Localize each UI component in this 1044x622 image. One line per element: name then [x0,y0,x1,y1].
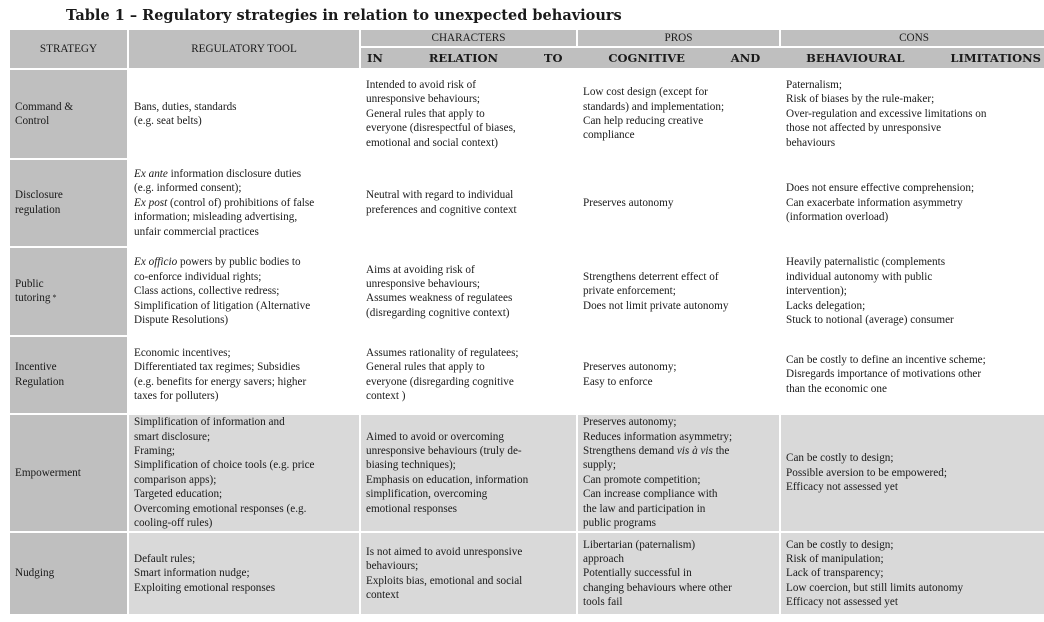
cell-line: Assumes rationality of regulatees; [366,346,519,359]
cell-line: (disregarding cognitive context) [366,306,510,319]
cell-line: Libertarian (paternalism) [583,538,696,551]
cell-line: Framing; [134,445,176,458]
cell-line: Simplification of choice tools (e.g. price [134,459,315,472]
tool-cell [129,160,359,246]
cell-line: Aims at avoiding risk of [366,263,475,276]
cell-line: preferences and cognitive context [366,203,517,216]
header-word: COGNITIVE [608,50,685,65]
cell-line: Neutral with regard to individual [366,189,514,202]
cell-line: Easy to enforce [583,375,653,388]
pros-cell [578,415,779,532]
header-extension [361,48,1044,68]
strategy-name: regulation [15,203,61,216]
strategy-name: Empowerment [15,466,81,479]
strategy-name: Regulation [15,375,65,388]
strategy-name: Public [15,277,44,290]
cell-line: Can be costly to design; [786,452,894,465]
cell-line: Strengthens demand vis à vis the [583,445,730,458]
strategy-cell [10,415,127,532]
pros-cell [578,70,779,158]
characters-cell [361,415,576,532]
header-word: TO [543,50,563,65]
strategy-name: tutoring * [15,292,57,305]
cell-line: Efficacy not assessed yet [786,481,898,494]
cell-line: Over-regulation and excessive limitations on [786,107,987,120]
header-extension-words [367,51,1041,65]
header-pros: PROS [664,31,693,44]
cell-line: Ex post (control of) prohibitions of false [134,196,315,209]
cell-line: unresponsive behaviours (truly de- [366,445,522,458]
cell-line: emotional and social context) [366,136,499,149]
strategy-name: Command & [15,100,74,113]
cell-line: Can help reducing creative [583,114,704,127]
cell-line: private enforcement; [583,285,676,298]
cell-line: everyone (disregarding cognitive [366,375,514,388]
cell-line: Exploiting emotional responses [134,581,276,594]
strategy-name: Incentive [15,361,57,374]
cell-line: Lacks delegation; [786,299,866,312]
cell-line: Possible aversion to be empowered; [786,466,947,479]
strategy-cell [10,70,127,158]
cons-cell [781,533,1044,614]
cell-line: context [366,588,399,601]
strategy-cell [10,337,127,413]
cell-line: Can promote competition; [583,473,701,486]
cell-line: Intended to avoid risk of [366,78,476,91]
cell-line: Simplification of litigation (Alternative [134,299,311,312]
cell-line: Default rules; [134,552,196,565]
cell-line: Low coercion, but still limits autonomy [786,581,964,594]
cell-line: intervention); [786,285,847,298]
cell-line: Exploits bias, emotional and social [366,574,523,587]
cell-line: Differentiated tax regimes; Subsidies [134,361,301,374]
table-row [10,248,1044,335]
cell-line: Paternalism; [786,78,842,91]
cell-line: (e.g. informed consent); [134,182,242,195]
characters-cell [361,160,576,246]
cell-line: those not affected by unresponsive [786,122,942,135]
cell-line: Disregards importance of motivations other [786,368,982,381]
cell-line: Potentially successful in [583,567,692,580]
cell-line: (e.g. benefits for energy savers; higher [134,375,307,388]
header-regulatory-tool: REGULATORY TOOL [191,42,297,55]
cell-line: standards) and implementation; [583,100,725,113]
cell-line: Reduces information asymmetry; [583,430,733,443]
tool-cell [129,70,359,158]
cell-line: Dispute Resolutions) [134,313,229,326]
table-row [10,533,1044,614]
cell-line: Preserves autonomy; [583,361,677,374]
header-word: IN [367,50,383,65]
cell-line: comparison apps); [134,473,217,486]
characters-cell [361,533,576,614]
cons-cell [781,337,1044,413]
cell-line: Is not aimed to avoid unresponsive [366,545,523,558]
table-title: Table 1 – Regulatory strategies in relation to unexpected behaviours [66,7,622,24]
cell-line: (information overload) [786,211,889,224]
cell-line: Ex officio powers by public bodies to [134,256,301,269]
cell-line: co-enforce individual rights; [134,270,262,283]
cell-line: everyone (disrespectful of biases, [366,122,516,135]
cell-line: public programs [583,517,657,530]
cell-line: Lack of transparency; [786,567,884,580]
cell-line: Bans, duties, standards [134,100,237,113]
cell-line: Risk of manipulation; [786,552,884,565]
table-row [10,160,1044,246]
tool-cell [129,337,359,413]
strategy-name: Control [15,114,50,127]
cell-line: (e.g. seat belts) [134,114,202,127]
cons-cell [781,160,1044,246]
cell-line: compliance [583,129,635,142]
table-row [10,337,1044,413]
cell-line: unresponsive behaviours; [366,93,481,106]
cell-line: General rules that apply to [366,107,485,120]
header-word: LIMITATIONS [950,50,1041,65]
strategy-name: Nudging [15,567,55,580]
characters-cell [361,248,576,335]
cell-line: smart disclosure; [134,430,211,443]
cell-line: Does not ensure effective comprehension; [786,182,975,195]
cell-line: Heavily paternalistic (complements [786,256,946,269]
cell-line: changing behaviours where other [583,581,732,594]
cell-line: behaviours [786,136,836,149]
cell-line: Low cost design (except for [583,86,708,99]
cell-line: Can be costly to design; [786,538,894,551]
cell-line: Overcoming emotional responses (e.g. [134,502,307,515]
cell-line: emotional responses [366,502,458,515]
strategy-cell [10,533,127,614]
footnote-mark: * [50,293,57,303]
characters-cell [361,70,576,158]
cell-line: Risk of biases by the rule-maker; [786,93,935,106]
cons-cell [781,70,1044,158]
cell-line: unresponsive behaviours; [366,277,481,290]
cell-line: Class actions, collective redress; [134,285,280,298]
pros-cell [578,248,779,335]
cons-cell [781,415,1044,532]
cell-line: Does not limit private autonomy [583,299,729,312]
cell-line: Strengthens deterrent effect of [583,270,719,283]
cell-line: Can exacerbate information asymmetry [786,196,963,209]
table-body [10,70,1044,614]
cell-line: Preserves autonomy [583,196,674,209]
cell-line: Targeted education; [134,488,223,501]
tool-cell [129,248,359,335]
cell-line: Emphasis on education, information [366,473,529,486]
cell-line: information; misleading advertising, [134,211,298,224]
cell-line: cooling-off rules) [134,517,213,530]
strategy-name: Disclosure [15,189,63,202]
cell-line: supply; [583,459,616,472]
cell-line: biasing techniques); [366,459,456,472]
cell-line: Preserves autonomy; [583,416,677,429]
header-strategy: STRATEGY [39,42,98,55]
cell-line: individual autonomy with public [786,270,933,283]
tool-cell [129,415,359,532]
cell-line: tools fail [583,596,623,609]
cell-line: Economic incentives; [134,346,231,359]
cell-line: unfair commercial practices [134,225,259,238]
header-word: AND [730,50,761,65]
pros-cell [578,160,779,246]
cell-line: Aimed to avoid or overcoming [366,430,504,443]
table-row [10,415,1044,532]
cell-line: simplification, overcoming [366,488,488,501]
cell-line: Ex ante information disclosure duties [134,167,302,180]
cell-line: taxes for polluters) [134,390,219,403]
header-characters: CHARACTERS [431,31,506,44]
strategy-cell [10,160,127,246]
cell-line: than the economic one [786,382,887,395]
cell-line: Smart information nudge; [134,567,250,580]
cell-line: Efficacy not assessed yet [786,596,898,609]
header-word: BEHAVIOURAL [806,50,905,65]
cell-line: approach [583,552,624,565]
regulatory-strategies-table [8,28,1044,616]
header-word: RELATION [428,50,498,65]
characters-cell [361,337,576,413]
cell-line: the law and participation in [583,502,706,515]
cell-line: behaviours; [366,560,419,573]
pros-cell [578,533,779,614]
cell-line: Stuck to notional (average) consumer [786,313,954,326]
cell-line: Assumes weakness of regulatees [366,292,513,305]
table-row [10,70,1044,158]
cell-line: General rules that apply to [366,361,485,374]
cell-line: Can be costly to define an incentive scheme; [786,354,986,367]
cons-cell [781,248,1044,335]
strategy-cell [10,248,127,335]
cell-line: context ) [366,390,406,403]
header-cons: CONS [899,31,929,44]
pros-cell [578,337,779,413]
tool-cell [129,533,359,614]
cell-line: Simplification of information and [134,416,285,429]
cell-line: Can increase compliance with [583,488,718,501]
